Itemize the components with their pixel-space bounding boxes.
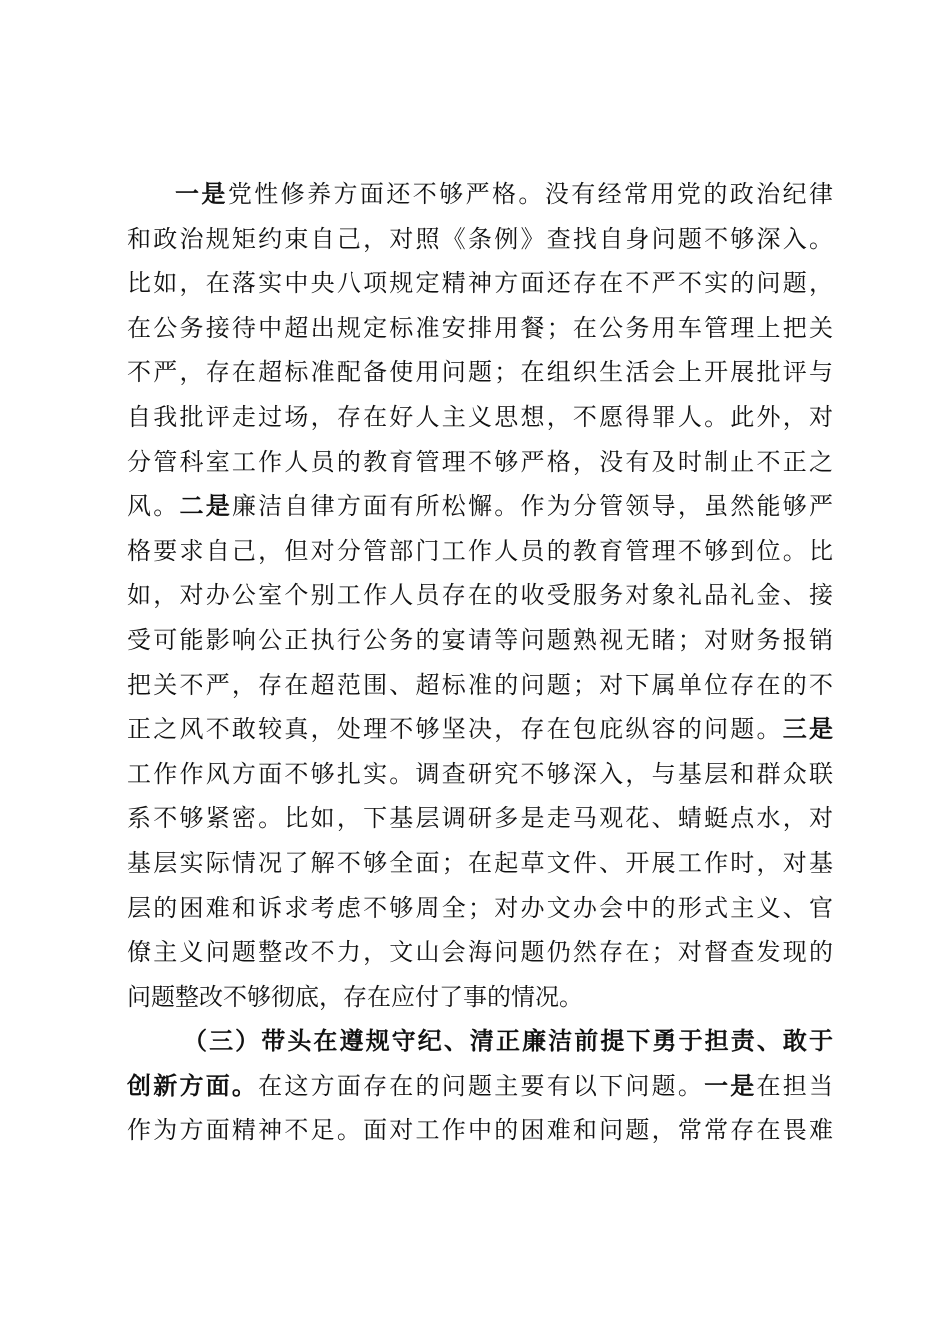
bold-lead: 一是 [704, 1071, 757, 1100]
text-line: 基层实际情况了解不够全面；在起草文件、开展工作时，对基 [127, 848, 833, 877]
bold-lead: 一是 [175, 180, 228, 208]
text-line: 不严，存在超标准配备使用问题；在组织生活会上开展批评与 [127, 358, 833, 387]
text-line: 系不够紧密。比如，下基层调研多是走马观花、蜻蜓点水，对 [127, 804, 833, 833]
line-text: 在这方面存在的问题主要有以下问题。 [258, 1071, 705, 1100]
text-line: 比如，在落实中央八项规定精神方面还存在不严不实的问题， [127, 269, 833, 298]
text-line: 僚主义问题整改不力，文山会海问题仍然存在；对督查发现的 [127, 938, 833, 967]
line-text: 风。 [127, 492, 180, 521]
line-text: 在担当 [756, 1071, 833, 1100]
text-line: 工作作风方面不够扎实。调查研究不够深入，与基层和群众联 [127, 759, 833, 788]
paragraph-one [127, 172, 833, 1019]
text-line: 分管科室工作人员的教育管理不够严格，没有及时制止不正之 [127, 447, 833, 476]
line-text: 廉洁自律方面有所松懈。作为分管领导，虽然能够严 [231, 492, 833, 521]
bold-lead: 二是 [179, 492, 232, 521]
section-heading: 创新方面。 [127, 1071, 259, 1100]
line-text: 党性修养方面还不够严格。没有经常用党的政治纪律 [227, 180, 833, 208]
text-line: 层的困难和诉求考虑不够周全；对办文办会中的形式主义、官 [127, 893, 833, 922]
bold-lead: 三是 [782, 715, 833, 744]
text-line: 格要求自己，但对分管部门工作人员的教育管理不够到位。比 [127, 536, 833, 565]
text-line: 把关不严，存在超范围、超标准的问题；对下属单位存在的不 [127, 670, 833, 699]
text-line: 问题整改不够彻底，存在应付了事的情况。 [127, 982, 583, 1011]
text-line [127, 172, 833, 217]
text-line [127, 707, 833, 752]
text-line: 如，对办公室个别工作人员存在的收受服务对象礼品礼金、接 [127, 581, 833, 610]
section-heading: （三）带头在遵规守纪、清正廉洁前提下勇于担责、敢于 [183, 1027, 833, 1056]
document-body [127, 172, 833, 1153]
text-line: 作为方面精神不足。面对工作中的困难和问题，常常存在畏难 [127, 1116, 833, 1145]
line-text: 正之风不敢较真，处理不够坚决，存在包庇纵容的问题。 [127, 715, 783, 744]
text-line: 在公务接待中超出规定标准安排用餐；在公务用车管理上把关 [127, 313, 833, 342]
text-line [127, 484, 833, 529]
text-line [127, 1064, 833, 1109]
text-line: 受可能影响公正执行公务的宴请等问题熟视无睹；对财务报销 [127, 625, 833, 654]
text-line: 和政治规矩约束自己，对照《条例》查找自身问题不够深入。 [127, 224, 833, 253]
text-line [127, 1019, 833, 1064]
paragraph-two [127, 1019, 833, 1153]
text-line: 自我批评走过场，存在好人主义思想，不愿得罪人。此外，对 [127, 402, 833, 431]
